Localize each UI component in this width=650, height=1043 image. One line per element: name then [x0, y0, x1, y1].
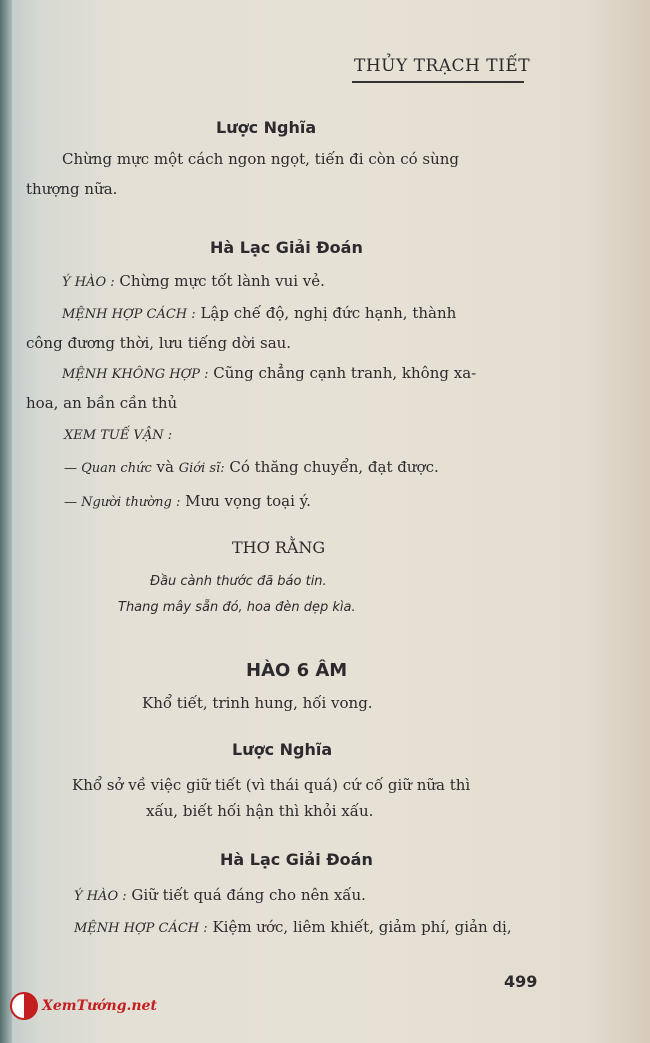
y-hao-label: Ý HÀO : [74, 889, 127, 904]
watermark [10, 992, 157, 1020]
y-hao-text: Giữ tiết quá đáng cho nên xấu. [131, 886, 366, 904]
gioi-si-label: Giới sĩ: [178, 461, 225, 476]
nguoi-thuong-label: — Người thường : [64, 495, 181, 510]
book-spine [0, 0, 12, 1043]
paragraph-line: công đương thời, lưu tiếng dời sau. [26, 334, 292, 352]
paragraph-line: Khổ sở về việc giữ tiết (vì thái quá) cứ cố giữ nữa thì [72, 776, 471, 794]
menh-hop-text: Kiệm ước, liêm khiết, giảm phí, giản dị, [212, 918, 512, 936]
menh-khong-text: Cũng chẳng cạnh tranh, không xa- [213, 364, 477, 382]
hao-text: Khổ tiết, trinh hung, hối vong. [142, 694, 373, 712]
poem-line: Thang mây sẵn đó, hoa đèn dẹp kìa. [118, 600, 356, 615]
xem-tue-van-label: XEM TUẾ VẬN : [64, 428, 173, 443]
hao-heading: HÀO 6 ÂM [246, 660, 348, 681]
section-heading: Lược Nghĩa [216, 118, 317, 137]
paragraph-line: Chừng mực một cách ngon ngọt, tiến đi còn có sùng [62, 150, 460, 168]
menh-khong-label: MỆNH KHÔNG HỢP : [62, 367, 209, 382]
paragraph-line: xấu, biết hối hận thì khỏi xấu. [146, 802, 374, 820]
y-hao-label: Ý HÀO : [62, 275, 115, 290]
poem-line: Đầu cành thước đã báo tin. [150, 574, 327, 589]
header-rule [352, 81, 524, 83]
section-heading: Lược Nghĩa [232, 740, 333, 759]
paragraph-line: hoa, an bần cần thủ [26, 394, 178, 412]
poem-heading: THƠ RẰNG [232, 538, 326, 557]
yin-yang-icon [10, 992, 38, 1020]
quan-chuc-label: — Quan chức [64, 461, 152, 476]
page-number: 499 [504, 972, 538, 991]
menh-hop-text: Lập chế độ, nghị đức hạnh, thành [200, 304, 457, 322]
connector-text: và [156, 458, 174, 476]
section-heading: Hà Lạc Giải Đoán [220, 850, 373, 869]
section-heading: Hà Lạc Giải Đoán [210, 238, 363, 257]
y-hao-text: Chừng mực tốt lành vui vẻ. [119, 272, 325, 290]
menh-hop-label: MỆNH HỢP CÁCH : [74, 921, 208, 936]
nguoi-thuong-text: Mưu vọng toại ý. [185, 492, 311, 510]
menh-hop-label: MỆNH HỢP CÁCH : [62, 307, 196, 322]
running-header: THỦY TRẠCH TIẾT [354, 56, 531, 76]
watermark-text: XemTướng.net [42, 998, 157, 1014]
quan-chuc-text: Có thăng chuyển, đạt được. [229, 458, 439, 476]
paragraph-line: thượng nữa. [26, 180, 118, 198]
